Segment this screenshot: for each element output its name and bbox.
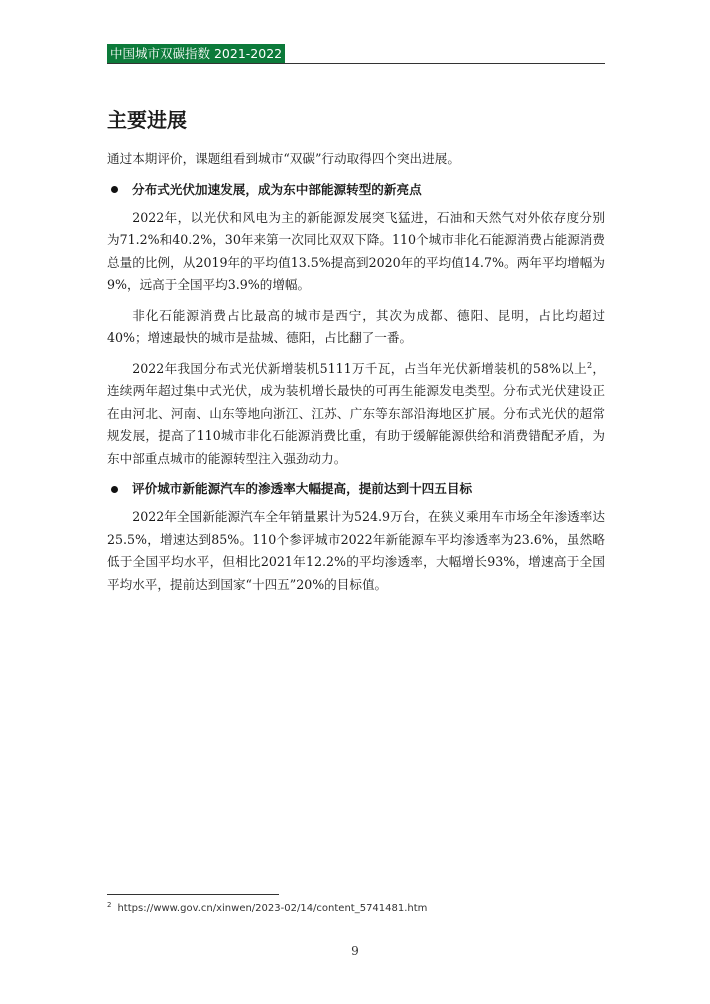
bullet-dot-icon	[111, 486, 118, 493]
paragraph: 2022年全国新能源汽车全年销量累计为524.9万台，在狭义乘用车市场全年渗透率达25.5%，增速达到85%。110个参评城市2022年新能源车平均渗透率为23.6%，虽然略低于全国平均水平，但相比2021年12.2%的平均渗透率，大幅增长93%，增速高于全国平均水平，提前达到国家“十四五”20%的目标值。	[107, 509, 605, 592]
document-header-tag: 中国城市双碳指数 2021-2022	[107, 44, 285, 63]
footnote-link-text: https://www.gov.cn/xinwen/2023-02/14/content_5741481.htm	[117, 903, 428, 914]
section-title: 主要进展	[107, 108, 187, 132]
paragraph: 2022年，以光伏和风电为主的新能源发展突飞猛进，石油和天然气对外依存度分别为71.2%和40.2%，30年来第一次同比双双下降。110个城市非化石能源消费占能源消费总量的比例，从2019年的平均值13.5%提高到2020年的平均值14.7%。两年平均增幅为9%，远高于全国平均3.9%的增幅。	[107, 209, 605, 292]
bullet-heading-text: 分布式光伏加速发展，成为东中部能源转型的新亮点	[132, 181, 422, 197]
paragraph: 非化石能源消费占比最高的城市是西宁，其次为成都、德阳、昆明，占比均超过40%；增速最快的城市是盐城、德阳，占比翻了一番。	[107, 307, 605, 345]
paragraph	[107, 358, 605, 471]
bullet-heading-nev	[107, 478, 605, 500]
section-body	[107, 148, 605, 604]
bullet-dot-icon	[111, 186, 118, 193]
page-number: 9	[351, 944, 359, 958]
bullet-heading-text: 评价城市新能源汽车的渗透率大幅提高，提前达到十四五目标	[132, 481, 473, 496]
intro-paragraph: 通过本期评价，课题组看到城市“双碳”行动取得四个突出进展。	[107, 151, 460, 166]
footnote-divider	[107, 894, 279, 895]
footnote	[107, 900, 428, 914]
header-divider	[107, 63, 605, 64]
paragraph-text: ，连续两年超过集中式光伏，成为装机增长最快的可再生能源发电类型。分布式光伏建设正在由河北、河南、山东等地向浙江、江苏、广东等东部沿海地区扩展。分布式光伏的超常规发展，提高了110城市非化石能源消费比重，有助于缓解能源供给和消费错配矛盾，为东中部重点城市的能源转型注入强劲动力。	[107, 360, 606, 466]
footnote-marker: 2	[107, 900, 112, 909]
paragraph-text: 2022年我国分布式光伏新增装机5111万千瓦，占当年光伏新增装机的58%以上	[132, 360, 587, 376]
footnote-reference: 2	[587, 360, 593, 370]
bullet-heading-pv	[107, 179, 605, 201]
